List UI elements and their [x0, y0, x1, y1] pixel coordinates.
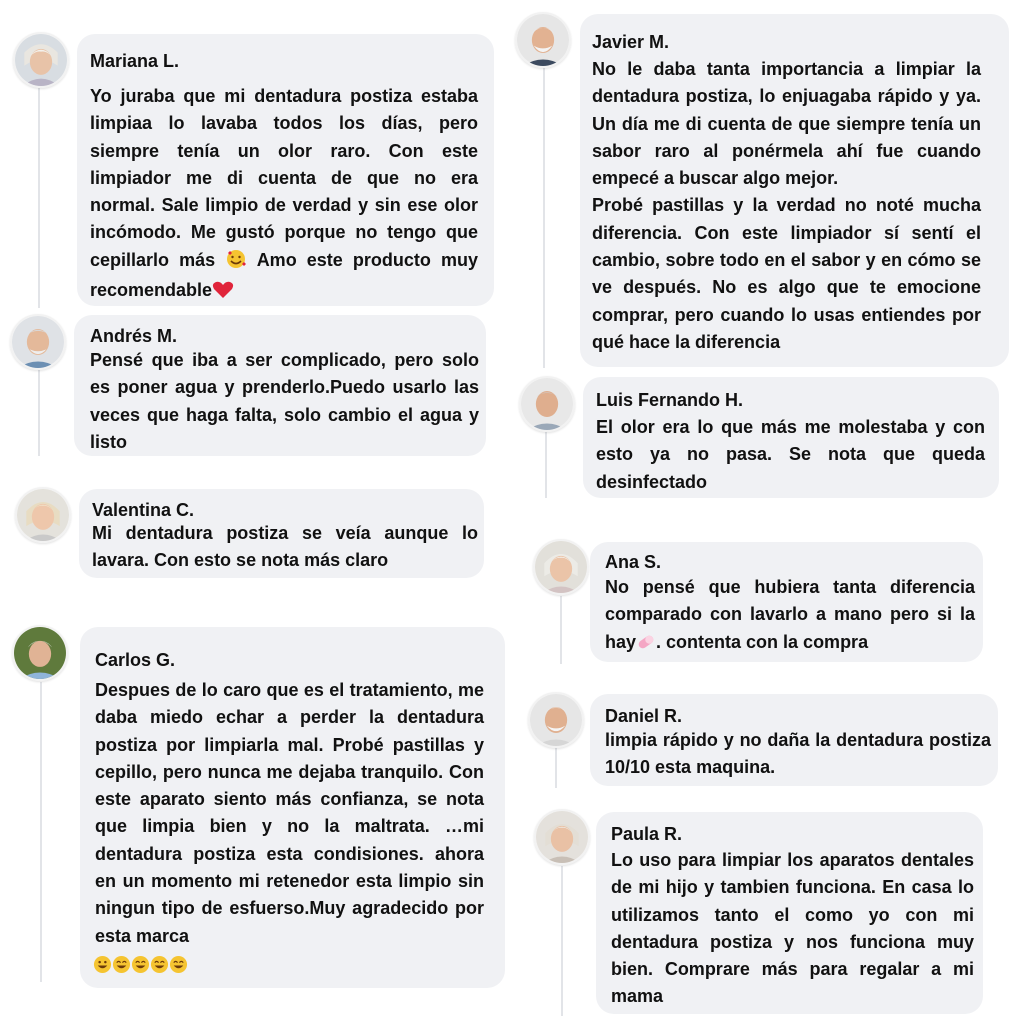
review-text: El olor era lo que más me molestaba y con esto ya no pasa. Se nota que queda desinfectado — [596, 417, 985, 492]
red-heart-icon — [212, 280, 234, 307]
thread-line — [561, 866, 563, 1016]
grin-icon — [131, 955, 150, 979]
review-text: Pensé que iba a ser complicado, pero solo es poner agua y prenderlo.Puedo usarlo las veces que haga falta, solo cambio el agua y listo — [90, 350, 479, 452]
smiling-face-with-hearts-icon — [225, 249, 247, 277]
reviewer-name: Carlos G. — [95, 650, 176, 670]
reviewer-name: Javier M. — [592, 32, 670, 52]
thread-line — [40, 682, 42, 982]
thread-line — [560, 596, 562, 664]
reviewer-name: Valentina C. — [92, 500, 195, 520]
reviewer-name: Luis Fernando H. — [596, 390, 744, 410]
reviewer-name: Andrés M. — [90, 326, 178, 346]
review-text — [605, 574, 975, 659]
grin-icon — [150, 955, 169, 979]
smiley-icon — [93, 955, 112, 979]
reviewer-name: Ana S. — [605, 552, 662, 572]
review-text-part: Yo juraba que mi dentadura postiza estaba limpiaa lo lavaba todos los días, pero siempre tenía un olor raro. Con este limpiador me di cuenta de que no era normal. Sale limpio de verdad y sin ese olor incómodo. Me gustó porque no tengo que cepillarlo más — [90, 86, 478, 270]
thread-line — [555, 748, 557, 788]
review-paragraph: No le daba tanta importancia a limpiar la dentadura postiza, lo enjuagaba rápido y ya. Un día me di cuenta de que siempre tenía un sabor raro al ponérmela ahí fue cuando empecé a buscar algo mejor. — [592, 59, 981, 189]
thread-line — [545, 432, 547, 498]
review-text: Lo uso para limpiar los aparatos dentales de mi hijo y tambien funciona. En casa lo utilizamos tanto el como yo con mi dentadura postiza y nos funciona muy bien. Comprare más para regalar a mi mama — [611, 850, 974, 1007]
thread-line — [38, 370, 40, 456]
review-text-part: . contenta con la compra — [656, 631, 869, 652]
avatar — [534, 809, 590, 865]
thread-line — [38, 88, 40, 308]
review-text: limpia rápido y no daña la dentadura postiza 10/10 esta maquina. — [605, 730, 991, 778]
pink-pill-icon — [636, 632, 656, 659]
avatar — [15, 487, 71, 543]
review-text — [592, 56, 981, 356]
grin-icon — [112, 955, 131, 979]
avatar — [519, 376, 575, 432]
grin-icon — [169, 955, 188, 979]
reviewer-name: Paula R. — [611, 824, 683, 844]
avatar — [10, 314, 66, 370]
reviewer-name: Daniel R. — [605, 706, 683, 726]
avatar — [533, 539, 589, 595]
avatar — [515, 12, 571, 68]
review-text — [95, 677, 484, 950]
review-text-part: Amo este producto muy recomendable — [90, 249, 478, 301]
review-text: Mi dentadura postiza se veía aunque lo lavara. Con esto se nota más claro — [92, 523, 478, 571]
review-paragraph: Probé pastillas y la verdad no noté mucha diferencia. Con este limpiador sí sentí el cambio, sobre todo en el sabor y en cómo se ve después. No es algo que te emocione comprar, pero cuando lo usas entiendes por qué hace la diferencia — [592, 195, 981, 352]
review-text — [90, 83, 478, 307]
avatar — [12, 625, 68, 681]
thread-line — [543, 68, 545, 368]
reviewer-name: Mariana L. — [90, 51, 180, 71]
review-text-part: No pensé que hubiera tanta diferencia comparado con lavarlo a mano pero si la hay — [605, 577, 975, 652]
emoji-row — [93, 955, 188, 977]
avatar — [528, 692, 584, 748]
avatar — [13, 32, 69, 88]
review-text-part: Despues de lo caro que es el tratamiento, me daba miedo echar a perder la dentadura postiza por limpiarla mal. Probé pastillas y cepillo, pero nunca me dejaba tranquilo. Con este aparato siento más confianza, se nota que limpia bien y no la maltrata. …mi dentadura postiza esta condisiones. ahora en un momento mi retenedor esta limpio sin ningun tipo de esfuerso.Muy agradecido por esta marca — [95, 680, 484, 946]
